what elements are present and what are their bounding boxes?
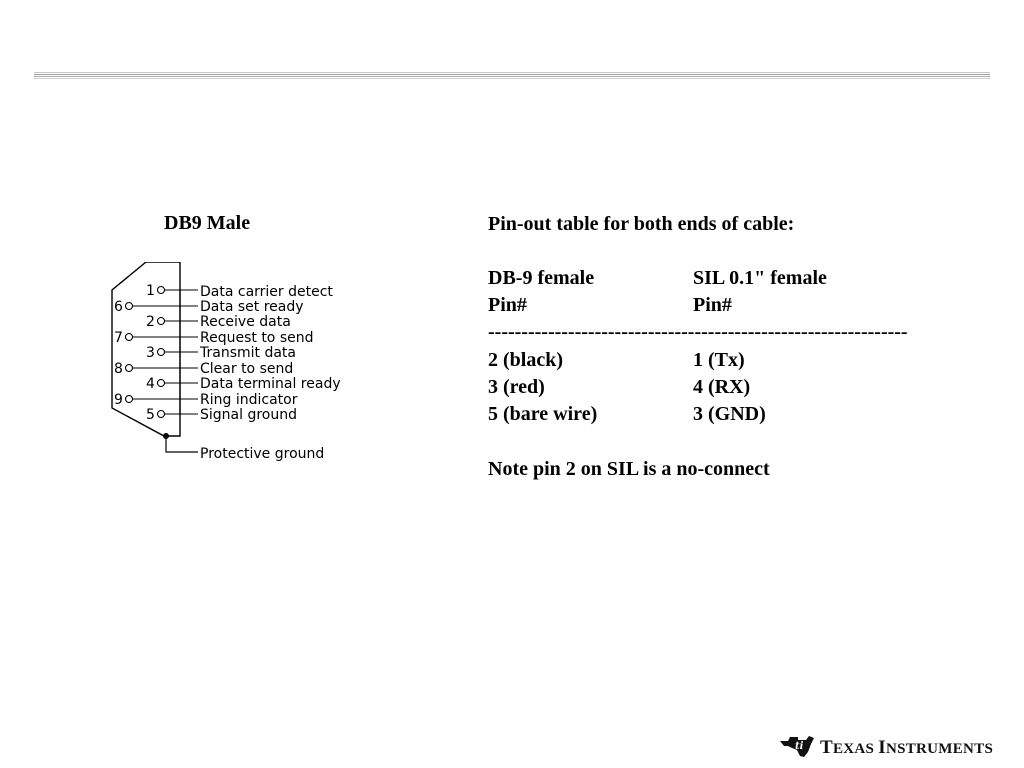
pin-label: Data carrier detect <box>200 284 333 300</box>
pin-number: 7 <box>114 330 123 346</box>
ground-label: Protective ground <box>200 446 325 462</box>
table-subheader-row <box>488 293 732 317</box>
table-row <box>488 375 751 399</box>
pin-number: 6 <box>114 299 123 315</box>
pin-2 <box>146 314 291 330</box>
pin-label: Receive data <box>200 314 291 330</box>
table-header-row <box>488 266 827 290</box>
table-cell: 1 (Tx) <box>693 349 745 371</box>
table-cell: 5 (bare wire) <box>488 403 598 425</box>
col1-header: DB-9 female <box>488 267 595 289</box>
col2-subheader: Pin# <box>693 294 732 316</box>
header-rule <box>34 72 990 73</box>
header-rule <box>34 76 990 77</box>
pin-label: Ring indicator <box>200 392 298 408</box>
table-row <box>488 402 766 426</box>
pinout-heading: Pin-out table for both ends of cable: <box>488 213 795 235</box>
header-rule <box>34 78 990 79</box>
table-cell: 3 (red) <box>488 376 545 398</box>
pin-3 <box>146 345 296 361</box>
pin-number: 3 <box>146 345 155 361</box>
table-divider: --------------------------------------------------------------- <box>488 321 908 343</box>
ti-wordmark: TEXAS INSTRUMENTS <box>820 737 994 758</box>
table-cell: 2 (black) <box>488 349 563 371</box>
pin-label: Clear to send <box>200 361 294 377</box>
pin-number: 4 <box>146 376 155 392</box>
pin-label: Data set ready <box>200 299 304 315</box>
svg-text:ti: ti <box>795 741 804 752</box>
ti-logo-icon <box>778 732 816 760</box>
pin-number: 8 <box>114 361 123 377</box>
pin-6 <box>114 299 304 315</box>
pin-1 <box>146 283 333 300</box>
ground-wire <box>166 436 198 452</box>
col1-subheader: Pin# <box>488 294 527 316</box>
col2-header: SIL 0.1" female <box>693 267 827 289</box>
pin-number: 9 <box>114 392 123 408</box>
header-rule <box>34 74 990 75</box>
pin-number: 1 <box>146 283 155 299</box>
db9-connector-diagram <box>108 262 358 468</box>
pin-label: Signal ground <box>200 407 297 423</box>
pin-number: 2 <box>146 314 155 330</box>
table-row <box>488 348 745 372</box>
pin-label: Data terminal ready <box>200 376 341 392</box>
pin-label: Request to send <box>200 330 314 346</box>
pin-4 <box>146 376 341 392</box>
texas-instruments-logo <box>778 732 1018 760</box>
pinout-note: Note pin 2 on SIL is a no-connect <box>488 458 770 480</box>
table-cell: 3 (GND) <box>693 403 766 425</box>
pin-8 <box>114 361 293 377</box>
pin-number: 5 <box>146 407 155 423</box>
table-cell: 4 (RX) <box>693 376 751 398</box>
pin-7 <box>114 330 314 346</box>
pin-9 <box>114 392 298 408</box>
pin-5 <box>146 407 297 423</box>
pin-label: Transmit data <box>200 345 296 361</box>
db9-title: DB9 Male <box>164 212 251 234</box>
